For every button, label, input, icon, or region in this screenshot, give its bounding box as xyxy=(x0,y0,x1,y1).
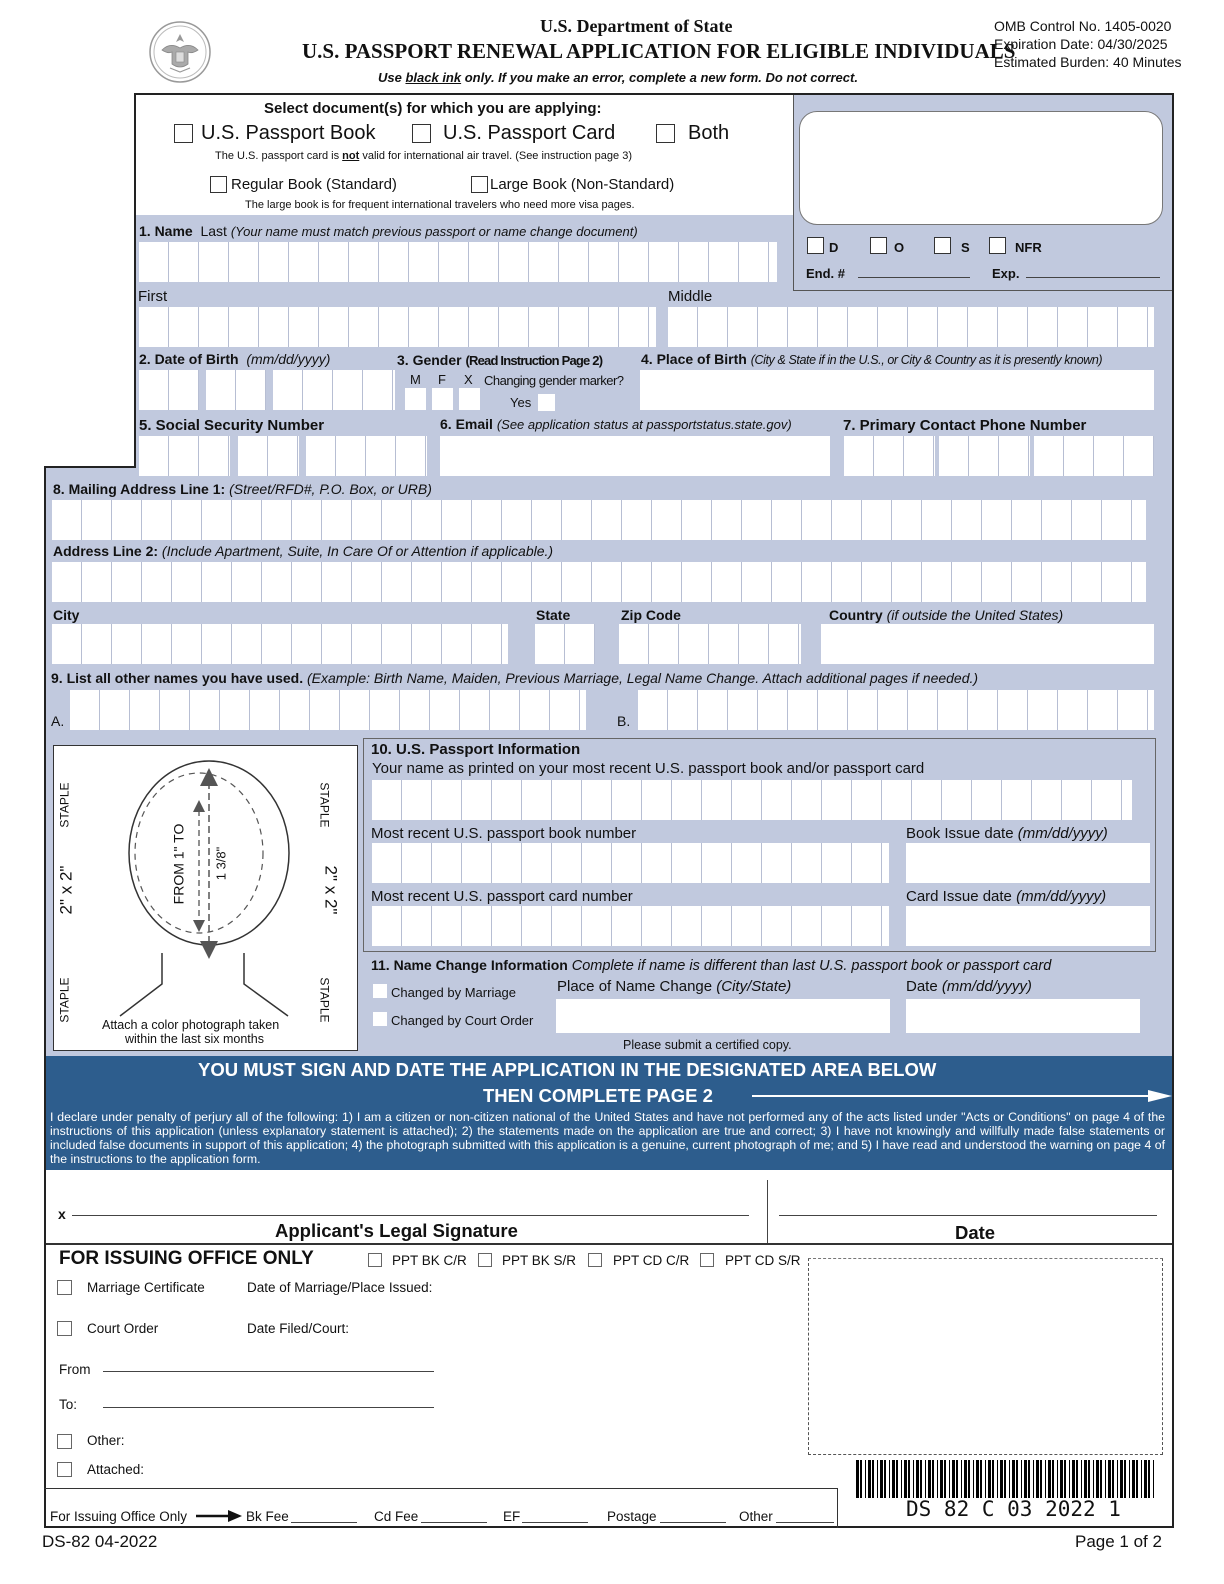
office-nfr-label: NFR xyxy=(1015,240,1042,255)
regular-book-checkbox[interactable] xyxy=(210,176,227,193)
office-dashed-box xyxy=(808,1258,1163,1455)
ink-instruction: Use black ink only. If you make an error, complete a new form. Do not correct. xyxy=(378,70,858,85)
office-d-checkbox[interactable] xyxy=(807,237,824,254)
endorsement-label: End. # xyxy=(806,266,846,281)
staple-label-bottom-right: STAPLE xyxy=(317,977,332,1023)
office-s-checkbox[interactable] xyxy=(934,237,951,254)
city-label: City xyxy=(53,607,80,623)
changed-by-marriage-label: Changed by Marriage xyxy=(391,985,517,1000)
other-fee-line[interactable] xyxy=(776,1507,834,1523)
state-department-seal-icon xyxy=(148,20,212,84)
other-name-a-label: A. xyxy=(51,713,65,729)
cd-fee-line[interactable] xyxy=(421,1507,487,1523)
photo-head-size-from: FROM 1" TO xyxy=(170,823,187,905)
changed-by-court-checkbox[interactable] xyxy=(373,1012,387,1026)
gender-change-yes-box[interactable] xyxy=(538,394,555,411)
zip-label: Zip Code xyxy=(621,607,681,623)
photo-head-size-to: 1 3/8" xyxy=(213,846,229,881)
address-line1-label: 8. Mailing Address Line 1: (Street/RFD#, P.O. Box, or URB) xyxy=(53,481,432,497)
ppt-bk-cr-label: PPT BK C/R xyxy=(392,1253,467,1268)
name-change-title: 11. Name Change Information Complete if name is different than last U.S. passport book or passport card xyxy=(371,957,1052,974)
place-of-name-change-input[interactable] xyxy=(556,999,890,1033)
office-s-label: S xyxy=(961,240,970,255)
changed-by-court-label: Changed by Court Order xyxy=(391,1013,534,1028)
department-name: U.S. Department of State xyxy=(540,16,733,36)
photo-size-right: 2" x 2" xyxy=(321,865,341,915)
court-order-checkbox[interactable] xyxy=(57,1321,72,1336)
large-book-label: Large Book (Non-Standard) xyxy=(490,176,675,193)
dob-label: 2. Date of Birth (mm/dd/yyyy) xyxy=(139,351,331,367)
barcode-text: DS 82 C 03 2022 1 xyxy=(906,1497,1121,1521)
other-names-label: 9. List all other names you have used. (Example: Birth Name, Maiden, Previous Marriage, Legal Name Change. Attach additional pages if needed.) xyxy=(51,670,979,686)
book-number-input[interactable] xyxy=(372,843,889,883)
ssn-part1-input[interactable] xyxy=(139,436,230,476)
ppt-cd-cr-checkbox[interactable] xyxy=(588,1253,602,1267)
signature-x: x xyxy=(58,1206,66,1222)
name-change-date-input[interactable] xyxy=(906,999,1140,1033)
ppt-cd-sr-checkbox[interactable] xyxy=(700,1253,714,1267)
ppt-bk-sr-checkbox[interactable] xyxy=(478,1253,492,1267)
form-id: DS-82 04-2022 xyxy=(42,1532,158,1551)
ssn-part2-input[interactable] xyxy=(238,436,299,476)
large-book-checkbox[interactable] xyxy=(471,176,488,193)
to-label: To: xyxy=(59,1397,78,1412)
phone-line-input[interactable] xyxy=(1034,436,1154,476)
marriage-certificate-label: Marriage Certificate xyxy=(87,1280,205,1295)
card-validity-note: The U.S. passport card is not valid for international air travel. (See instruction page 3) xyxy=(215,150,632,162)
ssn-label: 5. Social Security Number xyxy=(139,417,325,434)
attached-checkbox[interactable] xyxy=(57,1462,72,1477)
ssn-part3-input[interactable] xyxy=(306,436,427,476)
estimated-burden: Estimated Burden: 40 Minutes xyxy=(994,54,1182,70)
signature-date-label: Date xyxy=(955,1222,996,1243)
page-number: Page 1 of 2 xyxy=(1075,1532,1162,1551)
cd-fee-label: Cd Fee xyxy=(374,1509,419,1524)
gender-x-label: X xyxy=(464,372,473,387)
phone-area-input[interactable] xyxy=(844,436,935,476)
signature-label: Applicant's Legal Signature xyxy=(275,1220,518,1241)
ef-line[interactable] xyxy=(522,1507,588,1523)
ppt-bk-cr-checkbox[interactable] xyxy=(368,1253,382,1267)
passport-name-label: Your name as printed on your most recent U.S. passport book and/or passport card xyxy=(372,760,925,777)
staple-label-top-right: STAPLE xyxy=(317,782,332,828)
sign-banner-line1: YOU MUST SIGN AND DATE THE APPLICATION IN THE DESIGNATED AREA BELOW xyxy=(198,1059,937,1080)
address-line2-input[interactable] xyxy=(52,562,1146,602)
to-line[interactable] xyxy=(103,1392,434,1408)
office-o-label: O xyxy=(894,240,905,255)
photo-size-left: 2" x 2" xyxy=(56,865,76,915)
first-name-input[interactable] xyxy=(139,307,656,347)
signature-date-line[interactable] xyxy=(779,1196,1157,1216)
attached-label: Attached: xyxy=(87,1462,145,1477)
both-label: Both xyxy=(688,122,730,144)
country-label: Country (if outside the United States) xyxy=(829,607,1064,623)
from-line[interactable] xyxy=(103,1356,434,1372)
card-number-label: Most recent U.S. passport card number xyxy=(371,888,633,905)
ef-label: EF xyxy=(503,1509,521,1524)
court-order-label: Court Order xyxy=(87,1321,159,1336)
bk-fee-label: Bk Fee xyxy=(246,1509,289,1524)
fee-arrow-icon xyxy=(196,1509,242,1521)
name-label: 1. Name Last (Your name must match previous passport or name change document) xyxy=(139,223,638,239)
large-book-note: The large book is for frequent international travelers who need more visa pages. xyxy=(245,199,635,211)
office-o-checkbox[interactable] xyxy=(870,237,887,254)
pob-input[interactable] xyxy=(640,370,1154,410)
postage-line[interactable] xyxy=(660,1507,726,1523)
passport-card-checkbox[interactable] xyxy=(412,124,431,143)
middle-name-input[interactable] xyxy=(668,307,1154,347)
document-selection-heading: Select document(s) for which you are applying: xyxy=(264,100,602,117)
gender-f-label: F xyxy=(438,372,446,387)
book-issue-date-input[interactable] xyxy=(906,843,1150,883)
bk-fee-line[interactable] xyxy=(291,1507,357,1523)
city-input[interactable] xyxy=(52,624,508,664)
expiration-date: Expiration Date: 04/30/2025 xyxy=(994,36,1168,52)
both-checkbox[interactable] xyxy=(656,124,675,143)
omb-control-number: OMB Control No. 1405-0020 xyxy=(994,18,1172,34)
book-issue-date-label: Book Issue date (mm/dd/yyyy) xyxy=(906,825,1108,842)
declaration-text: I declare under penalty of perjury all of the following: 1) I am a citizen or non-citizen national of the United States and have not performed any of the acts listed under "Acts or Conditions" on page 4 of the instructions of this application (unless explanatory statement is attached); 2) the statements made on the application are true and correct; 3) I have not knowingly and willfully made false statements or included false documents in support of this application; 4) the photograph submitted with this application is a genuine, current photograph of me; and 5) I have read and understood the warning on page 4 of the instructions to the application form. xyxy=(50,1110,1165,1166)
book-number-label: Most recent U.S. passport book number xyxy=(371,825,637,842)
ppt-cd-sr-label: PPT CD S/R xyxy=(725,1253,801,1268)
arrow-right-icon xyxy=(752,1088,1172,1104)
dob-day-input[interactable] xyxy=(206,370,266,410)
passport-info-title: 10. U.S. Passport Information xyxy=(371,741,581,758)
card-issue-date-input[interactable] xyxy=(906,906,1150,946)
state-input[interactable] xyxy=(535,624,595,664)
regular-book-label: Regular Book (Standard) xyxy=(231,176,397,193)
gender-m-label: M xyxy=(410,372,421,387)
photo-caption-line2: within the last six months xyxy=(125,1032,264,1046)
photo-guide-icon xyxy=(54,746,356,1049)
office-d-label: D xyxy=(829,240,839,255)
passport-book-label: U.S. Passport Book xyxy=(201,122,376,144)
dob-year-input[interactable] xyxy=(273,370,395,410)
marriage-certificate-checkbox[interactable] xyxy=(57,1280,72,1295)
other-fee-label: Other xyxy=(739,1509,773,1524)
issuing-office-title: FOR ISSUING OFFICE ONLY xyxy=(59,1248,314,1269)
address-line2-label: Address Line 2: (Include Apartment, Suite, In Care Of or Attention if applicable.) xyxy=(53,543,554,559)
phone-prefix-input[interactable] xyxy=(939,436,1030,476)
name-change-date-label: Date (mm/dd/yyyy) xyxy=(906,978,1032,995)
other-label: Other: xyxy=(87,1433,125,1448)
other-checkbox[interactable] xyxy=(57,1434,72,1449)
changed-by-marriage-checkbox[interactable] xyxy=(373,984,387,998)
office-stamp-area xyxy=(799,111,1163,225)
gender-f-box[interactable] xyxy=(432,388,453,410)
gender-m-box[interactable] xyxy=(405,388,426,410)
gender-label: 3. Gender (Read Instruction Page 2) xyxy=(397,352,603,368)
exp-line[interactable] xyxy=(1026,264,1160,278)
endorsement-line[interactable] xyxy=(858,264,970,278)
email-label: 6. Email (See application status at passportstatus.state.gov) xyxy=(440,416,792,432)
phone-label: 7. Primary Contact Phone Number xyxy=(843,417,1087,434)
signature-line[interactable] xyxy=(72,1196,749,1216)
date-filed-label: Date Filed/Court: xyxy=(247,1321,350,1336)
other-name-a-input[interactable] xyxy=(70,690,586,730)
middle-name-label: Middle xyxy=(668,288,713,305)
passport-card-label: U.S. Passport Card xyxy=(443,122,616,144)
zip-input[interactable] xyxy=(619,624,801,664)
ppt-bk-sr-label: PPT BK S/R xyxy=(502,1253,577,1268)
staple-label-top-left: STAPLE xyxy=(57,782,72,828)
email-input[interactable] xyxy=(440,436,830,476)
place-of-name-change-label: Place of Name Change (City/State) xyxy=(557,978,792,995)
gender-change-label: Changing gender marker? xyxy=(484,373,624,388)
form-title: U.S. PASSPORT RENEWAL APPLICATION FOR ELIGIBLE INDIVIDUALS xyxy=(302,39,1016,63)
passport-book-checkbox[interactable] xyxy=(174,124,193,143)
fee-office-label: For Issuing Office Only xyxy=(50,1509,188,1524)
first-name-label: First xyxy=(138,288,168,305)
dob-month-input[interactable] xyxy=(139,370,199,410)
last-name-input[interactable] xyxy=(139,242,777,282)
card-issue-date-label: Card Issue date (mm/dd/yyyy) xyxy=(906,888,1107,905)
office-nfr-checkbox[interactable] xyxy=(989,237,1006,254)
photo-caption-line1: Attach a color photograph taken xyxy=(102,1018,280,1032)
exp-label: Exp. xyxy=(992,266,1020,281)
ppt-cd-cr-label: PPT CD C/R xyxy=(613,1253,690,1268)
other-name-b-label: B. xyxy=(617,713,631,729)
postage-label: Postage xyxy=(607,1509,657,1524)
country-input[interactable] xyxy=(821,624,1154,664)
address-line1-input[interactable] xyxy=(52,500,1146,540)
staple-label-bottom-left: STAPLE xyxy=(57,977,72,1023)
pob-label: 4. Place of Birth (City & State if in the U.S., or City & Country as it is presently known) xyxy=(641,351,1103,367)
gender-x-box[interactable] xyxy=(459,388,480,410)
other-name-b-input[interactable] xyxy=(638,690,1154,730)
gender-change-yes-label: Yes xyxy=(510,395,532,410)
sign-banner-line2: THEN COMPLETE PAGE 2 xyxy=(483,1085,713,1106)
passport-name-input[interactable] xyxy=(372,780,1132,820)
card-number-input[interactable] xyxy=(372,906,889,946)
state-label: State xyxy=(536,607,571,623)
from-label: From xyxy=(59,1362,91,1377)
marriage-date-label: Date of Marriage/Place Issued: xyxy=(247,1280,433,1295)
certified-copy-note: Please submit a certified copy. xyxy=(623,1038,792,1052)
barcode-icon xyxy=(856,1460,1156,1498)
photo-area[interactable] xyxy=(53,745,358,1051)
